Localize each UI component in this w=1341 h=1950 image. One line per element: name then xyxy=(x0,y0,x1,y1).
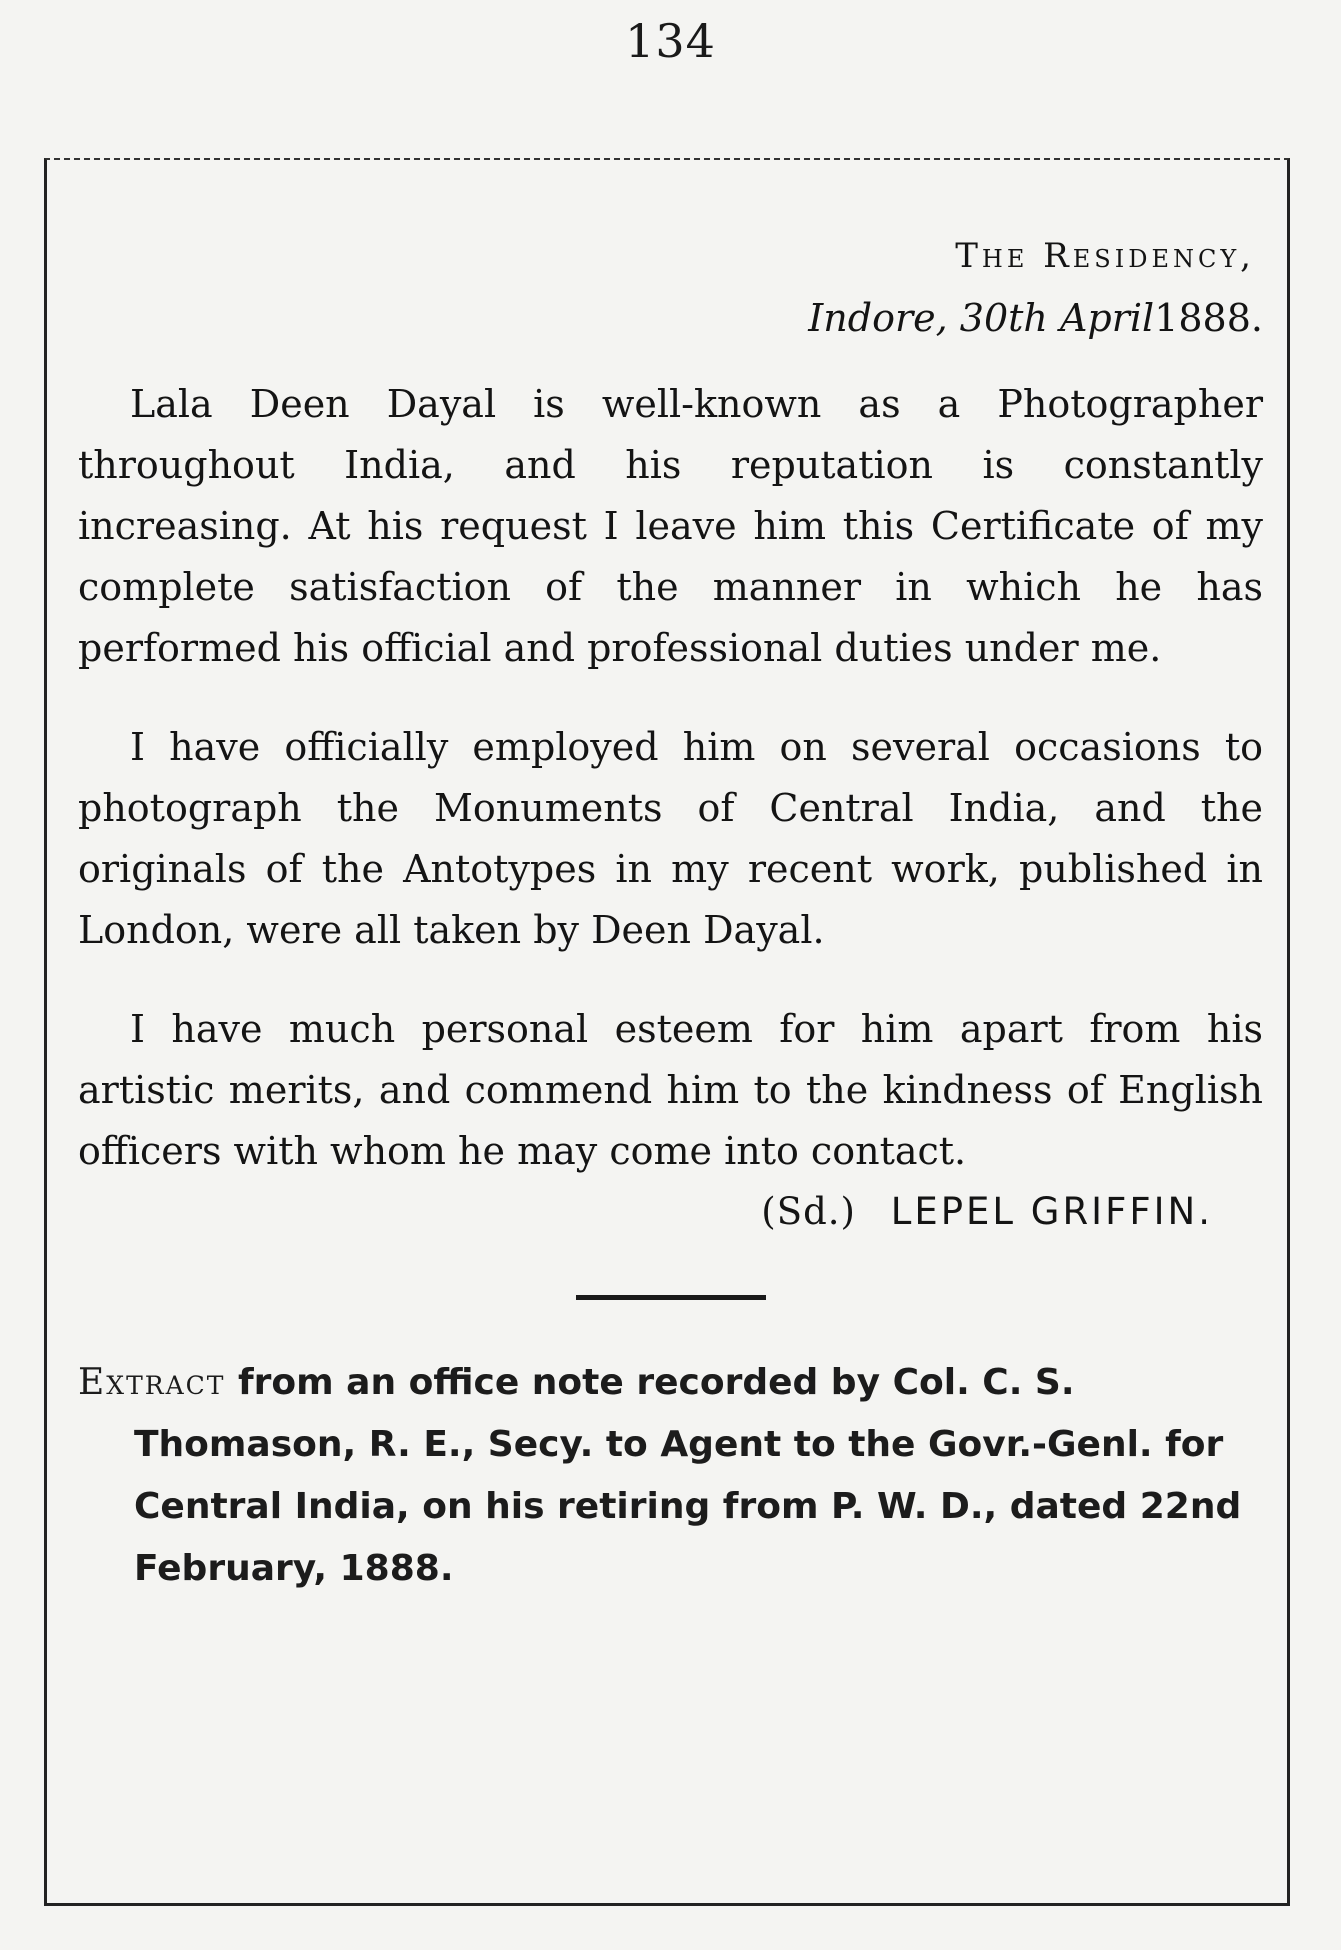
extract-text: from an office note recorded by Col. C. S. Thomason, R. E., Secy. to Agent to the Govr.-Genl. for Central India, on his retiring from P. W. D., dated 22nd February, 1888. xyxy=(134,1362,1242,1589)
extract-lead: Extract xyxy=(78,1362,226,1403)
place-date-line xyxy=(78,296,1263,340)
paragraph-esteem: I have much personal esteem for him apart from his artistic merits, and commend him to the kindness of English officers with whom he may come into contact. xyxy=(78,1007,1263,1173)
certificate-body xyxy=(78,158,1263,1600)
signature-name: LEPEL GRIFFIN. xyxy=(890,1190,1213,1233)
page-number: 134 xyxy=(625,14,716,68)
paragraph-reputation: Lala Deen Dayal is well-known as a Photographer throughout India, and his reputation is constantly increasing. At his request I leave him this Certificate of my complete satisfaction of the manner in which he has performed his official and professional duties under me. xyxy=(78,382,1263,670)
signature xyxy=(78,1190,1263,1233)
year: 1888. xyxy=(1154,296,1263,340)
section-divider xyxy=(576,1295,766,1300)
paragraph-monuments: I have officially employed him on several occasions to photograph the Monuments of Central India, and the originals of the Antotypes in my recent work, published in London, were all taken by Deen Dayal. xyxy=(78,725,1263,952)
place: Indore, xyxy=(808,296,948,340)
date: 30th April xyxy=(959,296,1155,340)
signature-prefix: (Sd.) xyxy=(761,1190,856,1233)
extract-note xyxy=(78,1352,1263,1600)
letter-heading: The Residency, xyxy=(955,236,1255,276)
